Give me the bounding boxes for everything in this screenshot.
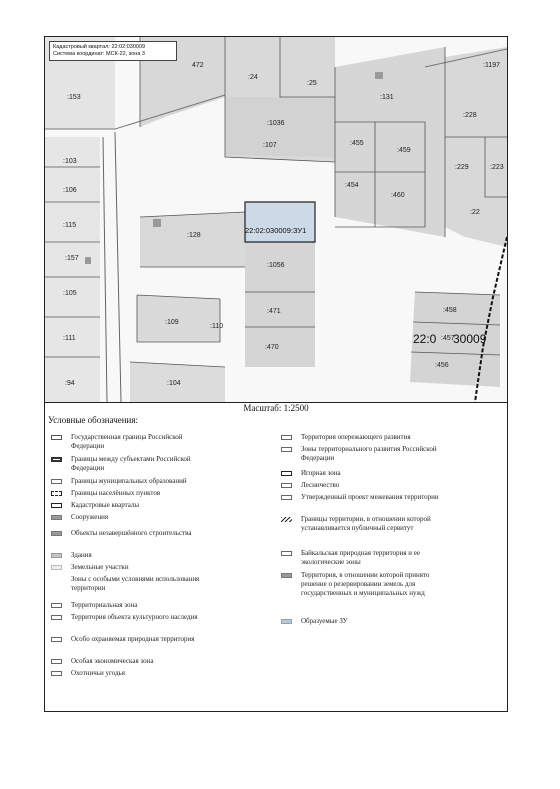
legend-item bbox=[51, 433, 206, 451]
parcel-label: :104 bbox=[167, 380, 181, 387]
parcel-label: :109 bbox=[165, 319, 179, 326]
parcel-label: :459 bbox=[397, 147, 411, 154]
legend-item bbox=[51, 501, 206, 510]
legend-item-label: Сооружения bbox=[71, 513, 109, 521]
legend-item-label: Территориальная зона bbox=[71, 601, 138, 609]
legend-symbol-icon bbox=[281, 551, 292, 556]
parcel-label: :458 bbox=[443, 307, 457, 314]
legend-symbol-icon bbox=[51, 671, 62, 676]
legend-item bbox=[51, 601, 206, 610]
legend-symbol-icon bbox=[51, 637, 62, 642]
legend-item-label: Утвержденный проект межевания территории bbox=[301, 493, 439, 501]
parcel-label: :111 bbox=[63, 335, 76, 342]
legend-item-label: Границы территории, в отношении которой устанавливается публичный сервитут bbox=[301, 515, 431, 532]
legend-symbol-icon bbox=[51, 603, 62, 608]
legend-symbol-icon bbox=[51, 503, 62, 508]
legend-item bbox=[281, 493, 441, 502]
legend-item bbox=[281, 515, 441, 533]
parcel-label: :22 bbox=[470, 209, 480, 216]
quarter-label-left: 22:0 bbox=[413, 332, 437, 346]
parcel-label: :24 bbox=[248, 74, 258, 81]
legend-item-label: Игорная зона bbox=[301, 469, 341, 477]
legend-item-label: Государственная граница Российской Федерации bbox=[71, 433, 183, 450]
parcel-label: :94 bbox=[65, 380, 75, 387]
legend-symbol-icon bbox=[51, 457, 62, 462]
legend-symbol-icon bbox=[51, 565, 62, 570]
map-canvas bbox=[45, 37, 507, 402]
legend-symbol-icon bbox=[281, 573, 292, 578]
parcel-label: :115 bbox=[63, 222, 77, 229]
legend-item-label: Байкальская природная территория и ее экологические зоны bbox=[301, 549, 420, 566]
legend-item-label: Охотничьи угодья bbox=[71, 669, 125, 677]
legend-item bbox=[51, 477, 206, 486]
legend-item bbox=[281, 433, 441, 442]
legend-symbol-icon bbox=[51, 435, 62, 440]
legend-item-label: Границы муниципальных образований bbox=[71, 477, 187, 485]
legend-symbol-icon bbox=[51, 553, 62, 558]
parcel-label: :460 bbox=[391, 192, 405, 199]
legend-symbol-icon bbox=[281, 619, 292, 624]
parcel-label: :157 bbox=[65, 255, 79, 262]
legend-item-label: Зоны территориального развития Российской Федерации bbox=[301, 445, 437, 462]
legend-item-label: Кадастровые кварталы bbox=[71, 501, 140, 509]
legend-item-label: Особо охраняемая природная территория bbox=[71, 635, 195, 643]
parcel-label: :131 bbox=[380, 94, 394, 101]
legend-item-label: Объекты незавершённого строительства bbox=[71, 529, 192, 537]
legend-item bbox=[51, 575, 206, 593]
legend-item bbox=[51, 613, 206, 622]
legend-symbol-icon bbox=[51, 577, 62, 582]
legend-item-label: Границы между субъектами Российской Федерации bbox=[71, 455, 191, 472]
parcel-label: :471 bbox=[267, 308, 281, 315]
parcel-label: :1197 bbox=[483, 62, 500, 69]
quarter-label-right: 30009 bbox=[453, 332, 487, 346]
parcel-label: 472 bbox=[192, 62, 204, 69]
info-line-quarter: Кадастровый квартал: 22:02:030009 bbox=[53, 44, 146, 50]
zu-label: 22:02:030009:ЗУ1 bbox=[245, 226, 307, 235]
legend-item bbox=[51, 455, 206, 473]
parcel-label: :153 bbox=[67, 94, 81, 101]
parcel-label: :105 bbox=[63, 290, 77, 297]
map-info-box bbox=[49, 41, 177, 61]
legend-symbol-icon bbox=[281, 471, 292, 476]
parcel-label: :457 bbox=[441, 335, 455, 342]
legend-item bbox=[51, 563, 206, 572]
legend-symbol-icon bbox=[51, 491, 62, 496]
cadastral-map bbox=[45, 37, 507, 403]
legend-item-label: Территория, в отношении которой принято решение о резервировании земель для государственных и муниципальных нужд bbox=[301, 571, 430, 597]
legend-item-label: Особая экономическая зона bbox=[71, 657, 154, 665]
parcel-label: :106 bbox=[63, 187, 77, 194]
info-line-coords: Система координат: МСК-22, зона 3 bbox=[53, 51, 145, 57]
legend-item-label: Территория опережающего развития bbox=[301, 433, 411, 441]
legend-item-label: Территория объекта культурного наследия bbox=[71, 613, 198, 621]
legend-item bbox=[51, 551, 206, 560]
parcel-label: :455 bbox=[350, 140, 364, 147]
parcel-label: :110 bbox=[210, 323, 224, 330]
legend-symbol-icon bbox=[281, 517, 292, 522]
legend-item bbox=[51, 489, 206, 498]
parcel-label: :454 bbox=[345, 182, 359, 189]
legend-item bbox=[281, 571, 441, 598]
legend-symbol-icon bbox=[281, 495, 292, 500]
legend-symbol-icon bbox=[281, 483, 292, 488]
map-sheet bbox=[44, 36, 508, 712]
legend-item-label: Границы населённых пунктов bbox=[71, 489, 161, 497]
legend-symbol-icon bbox=[281, 447, 292, 452]
legend-item-label: Здания bbox=[71, 551, 92, 559]
legend-item bbox=[51, 635, 206, 644]
legend-item-label: Зоны с особыми условиями использования территории bbox=[71, 575, 200, 592]
legend-symbol-icon bbox=[51, 615, 62, 620]
legend-item bbox=[281, 469, 441, 478]
parcel-label: :1036 bbox=[267, 120, 285, 127]
legend-symbol-icon bbox=[281, 435, 292, 440]
scale-label: Масштаб: 1:2500 bbox=[243, 403, 309, 413]
parcel-label: :128 bbox=[187, 232, 201, 239]
parcel-label: :228 bbox=[463, 112, 477, 119]
legend-symbol-icon bbox=[51, 515, 62, 520]
parcel-label: :229 bbox=[455, 164, 469, 171]
legend-item-label: Земельные участки bbox=[71, 563, 129, 571]
legend-symbol-icon bbox=[51, 531, 62, 536]
legend-item bbox=[51, 669, 206, 678]
parcel-label: :103 bbox=[63, 158, 77, 165]
legend-item bbox=[51, 529, 206, 538]
parcel-label: :107 bbox=[263, 142, 277, 149]
legend-symbol-icon bbox=[51, 479, 62, 484]
legend-title: Условные обозначения: bbox=[48, 415, 139, 425]
legend-item bbox=[281, 549, 441, 567]
parcel-label: :1056 bbox=[267, 262, 285, 269]
parcel-label: :456 bbox=[435, 362, 449, 369]
parcel-label: :470 bbox=[265, 344, 279, 351]
legend-item-label: Образуемые ЗУ bbox=[301, 617, 348, 625]
legend-item-label: Лесничество bbox=[301, 481, 340, 489]
legend-symbol-icon bbox=[51, 659, 62, 664]
parcel-label: :223 bbox=[490, 164, 504, 171]
legend-item bbox=[281, 617, 441, 626]
legend-item bbox=[51, 513, 206, 522]
legend-item bbox=[281, 481, 441, 490]
legend-item bbox=[51, 657, 206, 666]
parcel-label: :25 bbox=[307, 80, 317, 87]
legend-item bbox=[281, 445, 441, 463]
